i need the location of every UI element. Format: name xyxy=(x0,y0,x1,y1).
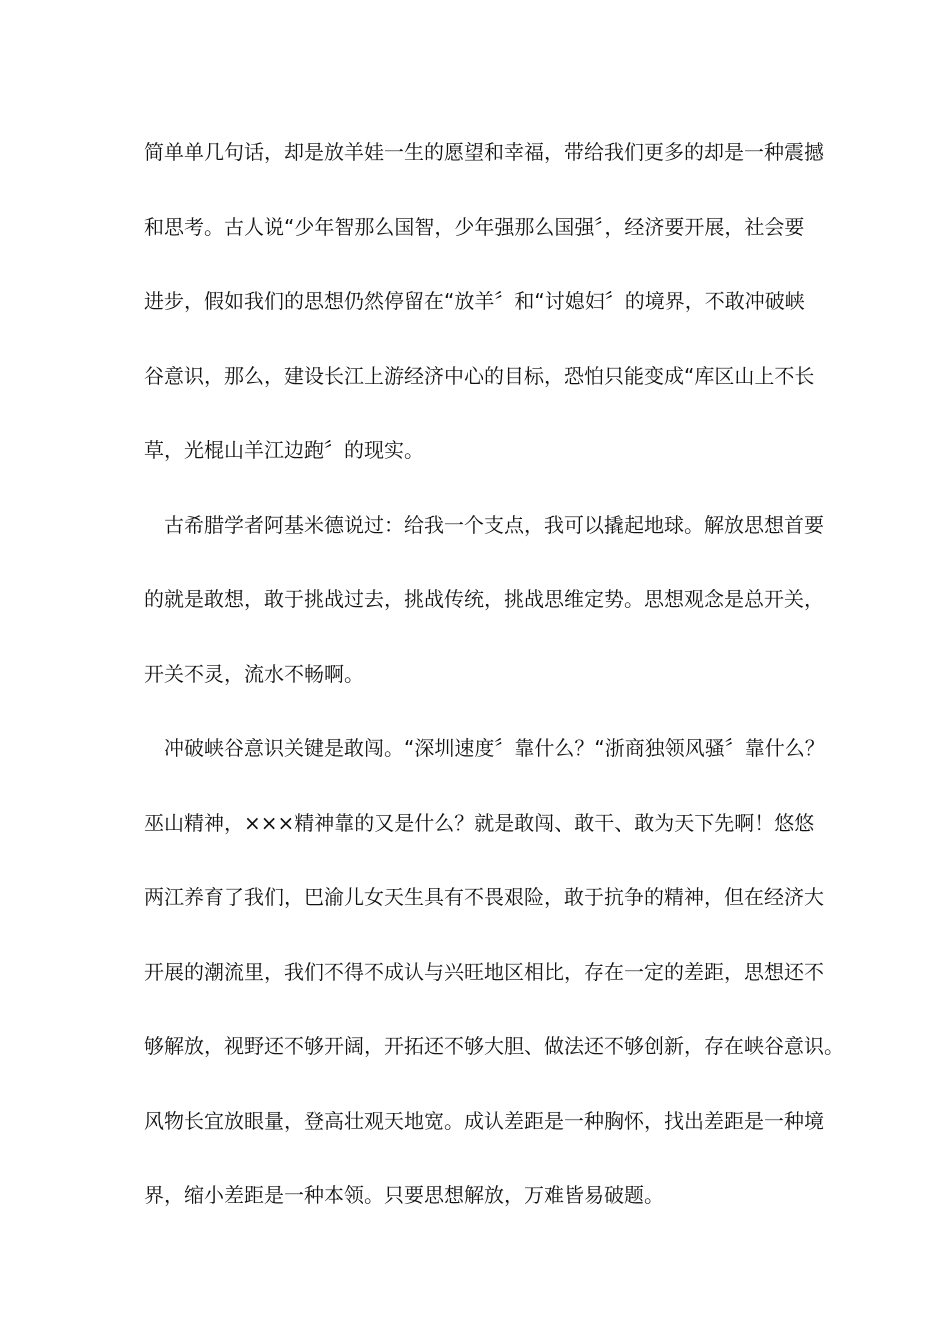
text-line: 简单单几句话，却是放羊娃一生的愿望和幸福，带给我们更多的却是一种震撼 xyxy=(144,140,824,164)
text-line: 的就是敢想，敢于挑战过去，挑战传统，挑战思维定势。思想观念是总开关， xyxy=(144,587,824,611)
text-line: 草，光棍山羊江边跑〞的现实。 xyxy=(144,438,424,462)
text-line: 冲破峡谷意识关键是敢闯。“深圳速度〞靠什么？“浙商独领风骚〞靠什么？ xyxy=(144,736,825,760)
text-line: 开关不灵，流水不畅啊。 xyxy=(144,661,364,686)
text-line: 和思考。古人说“少年智那么国智，少年强那么国强〞，经济要开展，社会要 xyxy=(144,214,805,239)
body-text xyxy=(144,127,844,1245)
text-line: 两江养育了我们，巴渝儿女天生具有不畏艰险，敢于抗争的精神，但在经济大 xyxy=(144,885,824,909)
text-line: 风物长宜放眼量，登高壮观天地宽。成认差距是一种胸怀，找出差距是一种境 xyxy=(144,1108,824,1133)
text-line: 进步，假如我们的思想仍然停留在“放羊〞和“讨媳妇〞的境界，不敢冲破峡 xyxy=(144,289,805,313)
text-line: 谷意识，那么，建设长江上游经济中心的目标，恐怕只能变成“库区山上不长 xyxy=(144,363,815,388)
text-line: 开展的潮流里，我们不得不成认与兴旺地区相比，存在一定的差距，思想还不 xyxy=(144,959,824,984)
text-line: 巫山精神，×××精神靠的又是什么？就是敢闯、敢干、敢为天下先啊！悠悠 xyxy=(144,810,815,835)
text-line: 古希腊学者阿基米德说过：给我一个支点，我可以撬起地球。解放思想首要 xyxy=(144,512,824,537)
text-line: 界，缩小差距是一种本领。只要思想解放，万难皆易破题。 xyxy=(144,1183,664,1207)
text-line: 够解放，视野还不够开阔，开拓还不够大胆、做法还不够创新，存在峡谷意识。 xyxy=(144,1034,844,1058)
